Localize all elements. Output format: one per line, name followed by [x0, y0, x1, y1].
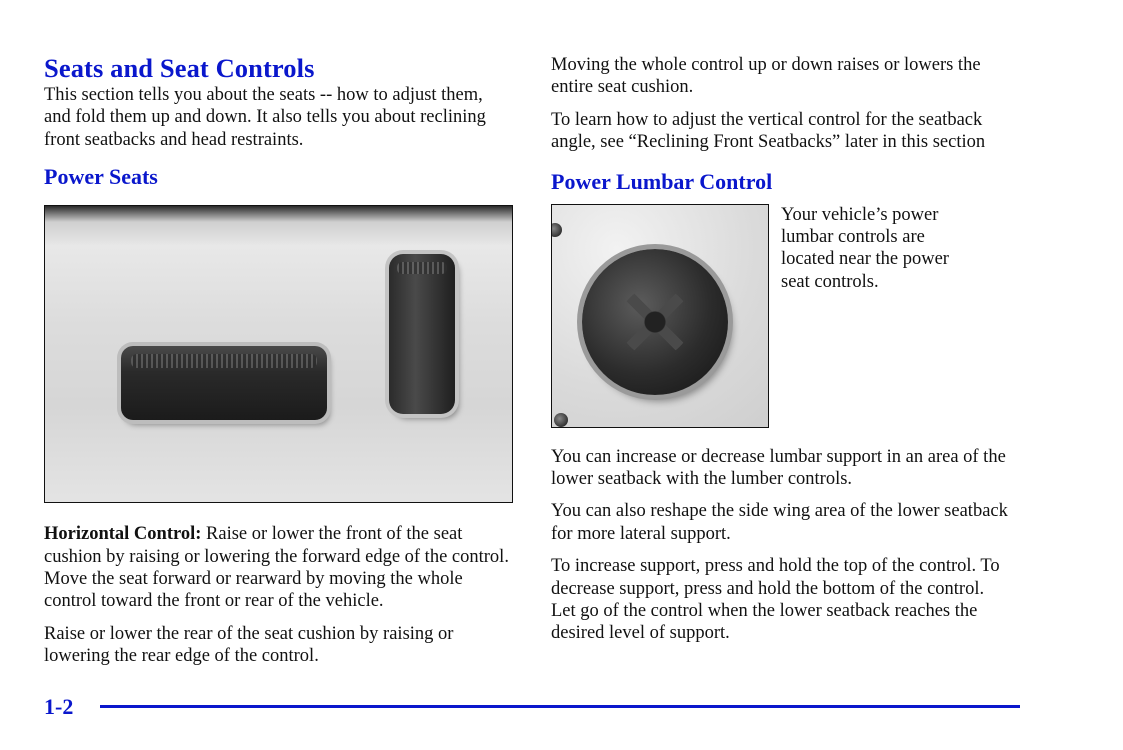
horizontal-control-label: Horizontal Control:: [44, 524, 202, 545]
page-title: Seats and Seat Controls: [44, 53, 315, 83]
left-column: [44, 52, 514, 668]
screw-icon: [551, 223, 562, 237]
horizontal-control-text: Raise or lower the front of the seat cushion by raising or lowering the forward edge of the control. Move the seat forward or rearward by moving the whole control toward the front or rear of the vehicle.: [44, 524, 509, 612]
increase-paragraph: You can increase or decrease lumbar support in an area of the lower seatback with the lumber controls.: [551, 446, 1006, 490]
lumbar-control-photo: [551, 204, 769, 428]
right-column: [551, 54, 1011, 645]
lumbar-row: [551, 204, 1011, 428]
learn-paragraph: To learn how to adjust the vertical control for the seatback angle, see “Reclining Front Seatbacks” later in this section: [551, 109, 986, 153]
lumbar-knob-icon: [582, 249, 728, 395]
lumbar-caption: Your vehicle’s power lumbar controls are located near the power seat controls.: [781, 204, 949, 292]
move-paragraph: Moving the whole control up or down raises or lowers the entire seat cushion.: [551, 55, 981, 98]
power-seat-controls-photo: [44, 205, 513, 503]
knob-cross-icon: [606, 272, 705, 371]
power-seats-heading: Power Seats: [44, 164, 158, 190]
reshape-paragraph: You can also reshape the side wing area of the lower seatback for more lateral support.: [551, 501, 1008, 544]
vertical-control-icon: [389, 254, 455, 414]
horizontal-control-icon: [121, 346, 327, 420]
power-lumbar-heading: Power Lumbar Control: [551, 168, 773, 194]
footer-rule: [100, 705, 1020, 708]
intro-paragraph: This section tells you about the seats -- how to adjust them, and fold them up and down. It also tells you about reclining front seatbacks and head restraints.: [44, 85, 486, 150]
rear-control-paragraph: Raise or lower the rear of the seat cushion by raising or lowering the rear edge of the control.: [44, 623, 454, 667]
page-number: 1-2: [44, 694, 74, 719]
screw-icon: [554, 413, 568, 427]
horizontal-control-paragraph: [44, 523, 514, 613]
press-paragraph: To increase support, press and hold the top of the control. To decrease support, press and hold the bottom of the control. Let go of the control when the lower seatback reaches the desired level of support.: [551, 556, 1000, 644]
